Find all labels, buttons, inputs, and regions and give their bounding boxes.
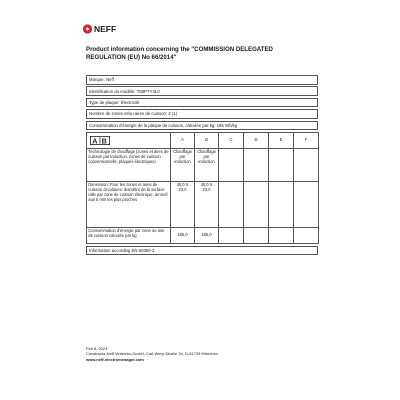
table-row bbox=[87, 148, 319, 181]
table-cell bbox=[219, 181, 244, 227]
table-cell: 185,0 bbox=[195, 227, 219, 243]
hob-type-field: Type de plaque: Électricité bbox=[86, 98, 318, 108]
product-info bbox=[86, 75, 318, 257]
svg-text:A: A bbox=[92, 136, 98, 145]
column-header: C bbox=[219, 132, 244, 148]
ab-label-icon bbox=[90, 136, 110, 145]
title-line-1: Product information concerning the "COMMISSION DELEGATED bbox=[86, 46, 273, 53]
column-header: B bbox=[195, 132, 219, 148]
table-cell: Chauffage par induction bbox=[195, 148, 219, 181]
column-header: F bbox=[294, 132, 319, 148]
ab-label-cell bbox=[87, 132, 171, 148]
zones-field: Nombre de zones et/ou aires de cuisson: 2 (1) bbox=[86, 109, 318, 119]
table-cell bbox=[244, 227, 269, 243]
neff-logo bbox=[82, 23, 116, 35]
table-row bbox=[87, 227, 319, 243]
table-cell bbox=[294, 181, 319, 227]
standard-info: Information according EN 60350-2 bbox=[86, 246, 318, 256]
row-label: Consommation d'énergie par zone ou aire de cuisson calculée par kg bbox=[87, 227, 171, 243]
column-header: E bbox=[269, 132, 294, 148]
table-header-row bbox=[87, 132, 319, 148]
title-line-2: REGULATION (EU) No 66/2014" bbox=[86, 53, 177, 61]
table-cell bbox=[269, 148, 294, 181]
table-cell bbox=[219, 227, 244, 243]
footer-date: Feb 8, 2024 bbox=[86, 346, 108, 351]
table-cell bbox=[269, 181, 294, 227]
footer-address: Constructa-Neff Vertriebs-GmbH, Carl-Wery-Straße 34, D-81739 München bbox=[86, 351, 218, 357]
table-cell bbox=[219, 148, 244, 181]
table-cell bbox=[294, 148, 319, 181]
table-cell bbox=[294, 227, 319, 243]
row-label: Technologie de chauffage (zones et aires de cuisson par induction, zones de cuisson conventionnelle, plaques électriques) bbox=[87, 148, 171, 181]
consumption-field: Consommation d'énergie de la plaque de cuisson, calculée par kg: 185 Wh/kg bbox=[86, 121, 318, 131]
column-header: A bbox=[171, 132, 195, 148]
document-footer bbox=[86, 346, 326, 362]
column-header: D bbox=[244, 132, 269, 148]
logo-text: NEFF bbox=[94, 24, 116, 34]
footer-website-link[interactable]: www.neff-electromenager.com bbox=[86, 356, 144, 362]
table-cell: 40,0 X 23,0 bbox=[195, 181, 219, 227]
table-cell bbox=[269, 227, 294, 243]
table-cell: 185,0 bbox=[171, 227, 195, 243]
table-cell bbox=[244, 148, 269, 181]
cooking-zones-table bbox=[86, 132, 319, 244]
brand-field: Marque: Neff bbox=[86, 75, 318, 85]
document-title bbox=[86, 46, 322, 62]
table-cell: Chauffage par induction bbox=[171, 148, 195, 181]
row-label: Dimension: Pour les zones et aires de cuisson circulaires: diamètre de la surface utile par zone de cuisson électrique, arrondi aux 5 mm les plus proches bbox=[87, 181, 171, 227]
table-cell bbox=[244, 181, 269, 227]
model-field: Identification du modèle: T58PTY4L0 bbox=[86, 86, 318, 96]
table-cell: 40,0 X 23,0 bbox=[171, 181, 195, 227]
svg-text:B: B bbox=[101, 136, 107, 145]
table-row bbox=[87, 181, 319, 227]
